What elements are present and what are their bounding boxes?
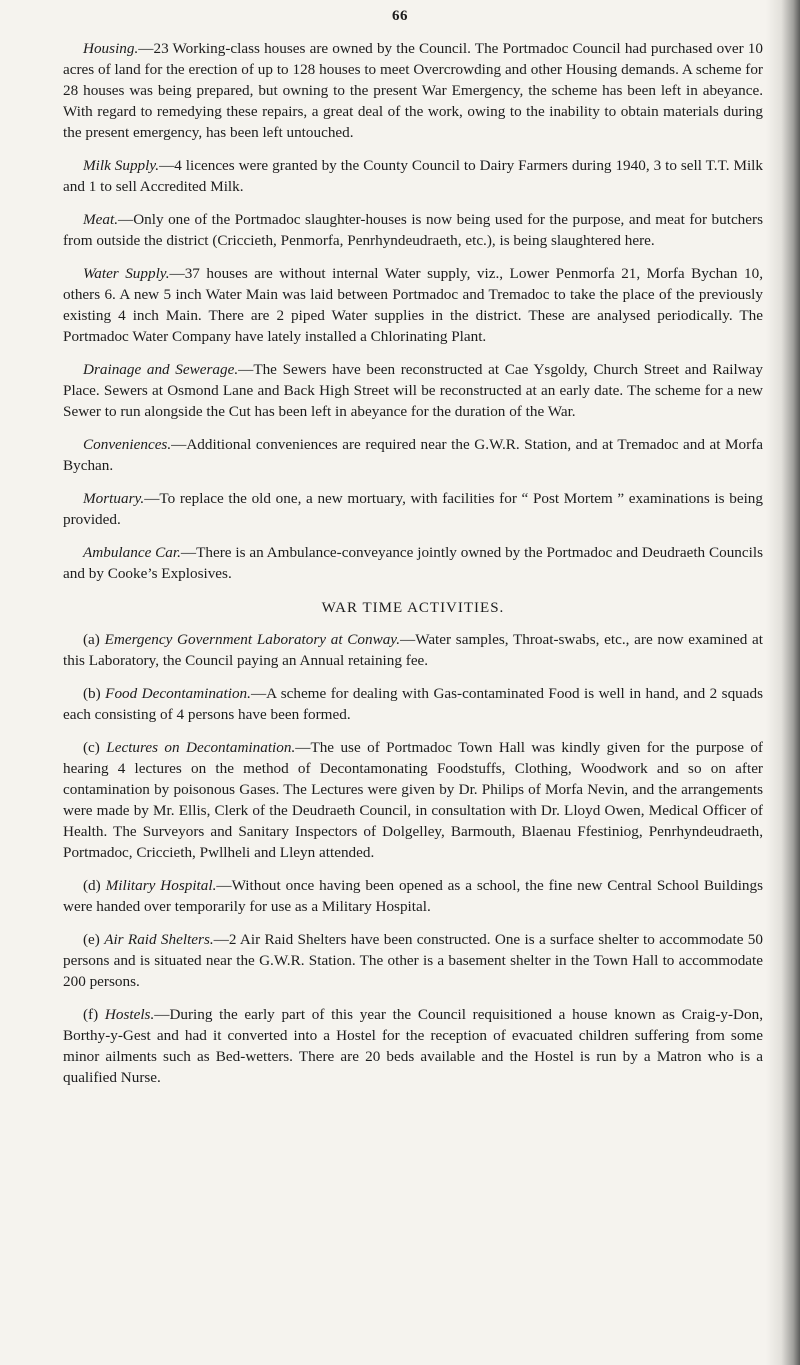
paragraph-text: —During the early part of this year the Council requisitioned a house known as Craig-y-Don, Borthy-y-Gest and had it converted into a Hostel for the reception of evacuated children suffering from some minor ailments such as Bed-wetters. There are 20 beds available and the Hostel is run by a Matron who is a qualified Nurse. — [63, 1006, 763, 1086]
paragraph-heading: Ambulance Car. — [83, 544, 181, 561]
paragraph-text: —Additional conveniences are required near the G.W.R. Station, and at Tremadoc and at Morfa Bychan. — [63, 436, 763, 474]
paragraph-heading: Milk Supply. — [83, 157, 160, 174]
paragraph-food-decontamination — [63, 683, 763, 725]
paragraph-milk-supply — [63, 155, 763, 197]
paragraph-text: —37 houses are without internal Water supply, viz., Lower Penmorfa 21, Morfa Bychan 10, others 6. A new 5 inch Water Main was laid between Portmadoc and Tremadoc to take the place of the previously existing 4 inch Main. There are 2 piped Water supplies in the district. These are analysed periodically. The Portmadoc Water Company have lately installed a Chlorinating Plant. — [63, 265, 763, 345]
paragraph-ambulance — [63, 542, 763, 584]
paragraph-mortuary — [63, 488, 763, 530]
paragraph-heading: Emergency Government Laboratory at Conway. — [104, 631, 401, 648]
paragraph-text: —Without once having been opened as a school, the fine new Central School Buildings were handed over temporarily for use as a Military Hospital. — [63, 877, 764, 915]
item-label: (c) — [83, 739, 100, 756]
item-label: (d) — [83, 877, 101, 894]
paragraph-conveniences — [63, 434, 763, 476]
paragraph-hostels — [63, 1004, 763, 1088]
paragraph-heading: Air Raid Shelters. — [104, 931, 214, 948]
paragraph-water-supply — [63, 263, 763, 347]
paragraph-drainage — [63, 359, 763, 422]
paragraph-military-hospital — [63, 875, 763, 917]
page-number: 66 — [392, 8, 408, 24]
paragraph-text: —Water samples, Throat-swabs, etc., are now examined at this Laboratory, the Council paying an Annual retaining fee. — [63, 631, 763, 669]
paragraph-heading: Water Supply. — [83, 265, 170, 282]
paragraph-lectures — [63, 737, 763, 863]
page-edge-shadow — [766, 0, 800, 1365]
paragraph-heading: Hostels. — [104, 1006, 155, 1023]
paragraph-heading: Meat. — [83, 211, 119, 228]
item-label: (f) — [83, 1006, 99, 1023]
paragraph-text: —The use of Portmadoc Town Hall was kindly given for the purpose of hearing 4 lectures on the method of Decontamonating Foodstuffs, Clothing, Woodwork and so on after contamination by poisonous Gases. The Lectures were given by Dr. Philips of Morfa Nevin, and the arrangements were made by Mr. Ellis, Clerk of the Deudraeth Council, in consultation with Dr. Lloyd Owen, Medical Officer of Health. The Surveyors and Sanitary Inspectors of Dolgelley, Barmouth, Blaenau Ffestiniog, Penrhyndeudraeth, Portmadoc, Criccieth, Pwllheli and Lleyn attended. — [63, 739, 763, 861]
paragraph-text: —To replace the old one, a new mortuary, with facilities for “ Post Mortem ” examinations is being provided. — [63, 490, 763, 528]
item-label: (b) — [83, 685, 101, 702]
paragraph-text: —The Sewers have been reconstructed at Cae Ysgoldy, Church Street and Railway Place. Sewers at Osmond Lane and Back High Street will be reconstructed at an early date. The scheme for a new Sewer to run alongside the Cut has been left in abeyance for the duration of the War. — [63, 361, 763, 420]
paragraph-heading: Mortuary. — [83, 490, 145, 507]
page-body — [63, 38, 763, 1100]
item-label: (e) — [83, 931, 100, 948]
paragraph-text: —2 Air Raid Shelters have been constructed. One is a surface shelter to accommodate 50 persons and is situated near the G.W.R. Station. The other is a basement shelter in the Town Hall to accommodate 200 persons. — [63, 931, 763, 990]
paragraph-heading: Food Decontamination. — [105, 685, 251, 702]
paragraph-air-raid-shelters — [63, 929, 763, 992]
paragraph-text: —4 licences were granted by the County Council to Dairy Farmers during 1940, 3 to sell T.T. Milk and 1 to sell Accredited Milk. — [63, 157, 763, 195]
paragraph-text: —23 Working-class houses are owned by the Council. The Portmadoc Council had purchased over 10 acres of land for the erection of up to 128 houses to meet Overcrowding and other Housing demands. A scheme for 28 houses was being prepared, but owning to the present War Emergency, the scheme has been left in abeyance. With regard to remedying these repairs, a great deal of the work, owing to the inability to obtain materials during the present emergency, has been left untouched. — [63, 40, 763, 141]
paragraph-text: —There is an Ambulance-conveyance jointly owned by the Portmadoc and Deudraeth Councils and by Cooke’s Explosives. — [63, 544, 763, 582]
paragraph-housing — [63, 38, 763, 143]
paragraph-text: —A scheme for dealing with Gas-contaminated Food is well in hand, and 2 squads each consisting of 4 persons have been formed. — [63, 685, 764, 723]
item-label: (a) — [83, 631, 100, 648]
paragraph-text: —Only one of the Portmadoc slaughter-houses is now being used for the purpose, and meat for butchers from outside the district (Criccieth, Penmorfa, Penrhyndeudraeth, etc.), is being slaughtered here. — [63, 211, 763, 249]
paragraph-heading: Lectures on Decontamination. — [106, 739, 296, 756]
section-title: WAR TIME ACTIVITIES. — [321, 600, 505, 616]
paragraph-heading: Conveniences. — [83, 436, 172, 453]
paragraph-laboratory — [63, 629, 763, 671]
paragraph-heading: Military Hospital. — [105, 877, 217, 894]
paragraph-heading: Drainage and Sewerage. — [83, 361, 239, 378]
paragraph-heading: Housing. — [83, 40, 139, 57]
paragraph-meat — [63, 209, 763, 251]
